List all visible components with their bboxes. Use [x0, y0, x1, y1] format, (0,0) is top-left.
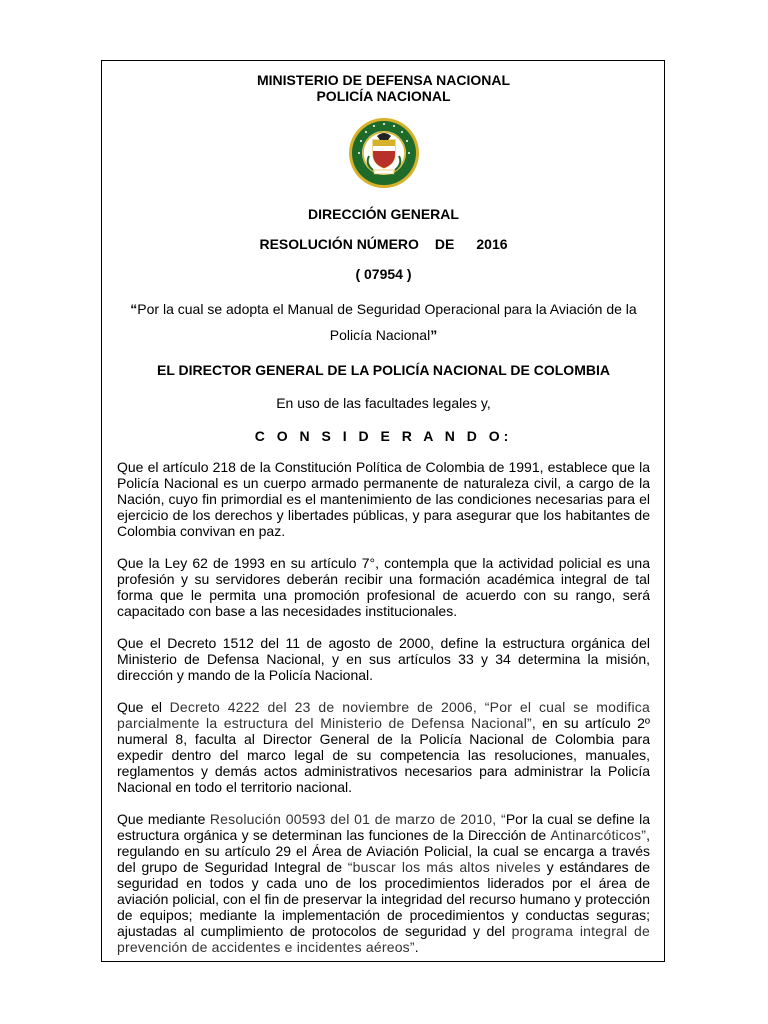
paragraph-2: Que la Ley 62 de 1993 en su artículo 7°, contempla que la actividad policial es una profesión y su servidores deberán recibir una formación académica integral de tal forma que le permita una promoción profesional de acuerdo con su rango, será capacitado con base a las necesidades institucionales. — [117, 555, 650, 619]
resolution-number: ( 07954 ) — [355, 266, 412, 282]
seal-container — [117, 116, 650, 190]
powers-line: En uso de las facultades legales y, — [276, 395, 491, 411]
considerando-heading: C O N S I D E R A N D O: — [254, 428, 513, 444]
resolution-subject — [117, 296, 650, 348]
subject-line-2: Policía Nacional” — [329, 327, 438, 343]
resolution-year: 2016 — [476, 236, 508, 252]
document-body — [117, 72, 650, 955]
resolution-line — [117, 236, 650, 252]
police-heading: POLICÍA NACIONAL — [316, 88, 451, 104]
director-heading: EL DIRECTOR GENERAL DE LA POLICÍA NACIONAL DE COLOMBIA — [157, 362, 610, 378]
resolution-de: DE — [434, 236, 455, 252]
paragraph-3: Que el Decreto 1512 del 11 de agosto de 2000, define la estructura orgánica del Ministerio de Defensa Nacional, y en sus artículos 33 y 34 determina la misión, dirección y mando de la Policía Nacional. — [117, 635, 650, 683]
ministry-heading: MINISTERIO DE DEFENSA NACIONAL — [256, 72, 511, 88]
paragraph-1: Que el artículo 218 de la Constitución Política de Colombia de 1991, establece que la Policía Nacional es un cuerpo armado permanente de naturaleza civil, a cargo de la Nación, cuyo fin primordial es el mantenimiento de las condiciones necesarias para el ejercicio de los derechos y libertades públicas, y para asegurar que los habitantes de Colombia convivan en paz. — [117, 459, 650, 539]
paragraph-4: Que el Decreto 4222 del 23 de noviembre de 2006, “Por el cual se modifica parcialmente la estructura del Ministerio de Defensa Nacional”, en su artículo 2º numeral 8, faculta al Director General de la Policía Nacional de Colombia para expedir dentro del marco legal de su competencia las resoluciones, manuales, reglamentos y demás actos administrativos necesarios para administrar la Policía Nacional en todo el territorio nacional. — [117, 699, 650, 795]
paragraph-5: Que mediante Resolución 00593 del 01 de marzo de 2010, “Por la cual se define la estructura orgánica y se determinan las funciones de la Dirección de Antinarcóticos”, regulando en su artículo 29 el Área de Aviación Policial, la cual se encarga a través del grupo de Seguridad Integral de “buscar los más altos niveles y estándares de seguridad en todos y cada uno de los procedimientos liderados por el área de aviación policial, con el fin de preservar la integridad del recurso humano y protección de equipos; mediante la implementación de procedimientos y conductas seguras; ajustadas al cumplimiento de protocolos de seguridad y del programa integral de prevención de accidentes e incidentes aéreos”. — [117, 811, 651, 955]
direction-title: DIRECCIÓN GENERAL — [308, 206, 459, 222]
police-seal-icon — [347, 116, 421, 190]
subject-line-1: “Por la cual se adopta el Manual de Seguridad Operacional para la Aviación de la — [130, 301, 637, 317]
resolution-label: RESOLUCIÓN NÚMERO — [259, 236, 419, 252]
